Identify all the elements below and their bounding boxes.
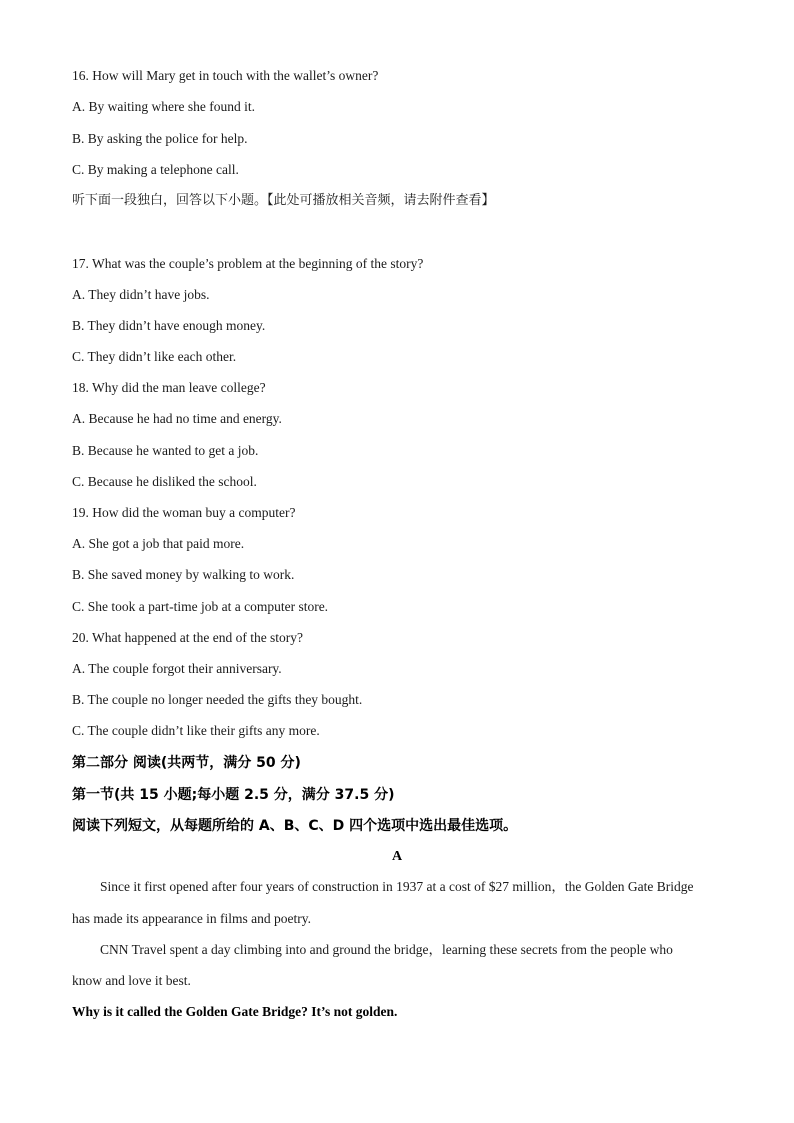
q18-option-b: B. Because he wanted to get a job. [72,443,259,458]
q16-option-c: C. By making a telephone call. [72,162,239,177]
q17-option-c: C. They didn’t like each other. [72,349,237,364]
q20-option-a: A. The couple forgot their anniversary. [72,661,282,676]
passage-p1-line2: has made its appearance in films and poetry. [72,911,312,926]
passage-label: A [391,849,403,864]
section1-heading: 第一节(共 15 小题;每小题 2.5 分，满分 37.5 分) [72,787,395,803]
passage-subheading: Why is it called the Golden Gate Bridge? It’s not golden. [72,1004,398,1019]
q16-option-b: B. By asking the police for help. [72,131,248,146]
q16-stem: 16. How will Mary get in touch with the wallet’s owner? [72,68,379,83]
q17-option-b: B. They didn’t have enough money. [72,318,266,333]
q17-stem: 17. What was the couple’s problem at the beginning of the story? [72,256,424,271]
q18-stem: 18. Why did the man leave college? [72,380,266,395]
q19-option-c: C. She took a part-time job at a computer store. [72,599,329,614]
q18-option-c: C. Because he disliked the school. [72,474,257,489]
q20-option-b: B. The couple no longer needed the gifts they bought. [72,692,363,707]
q18-option-a: A. Because he had no time and energy. [72,411,282,426]
passage-p1-line1: Since it first opened after four years of construction in 1937 at a cost of $27 million，the Golden Gate Bridge [100,879,694,894]
q19-stem: 19. How did the woman buy a computer? [72,505,296,520]
q20-stem: 20. What happened at the end of the story? [72,630,304,645]
q16-option-a: A. By waiting where she found it. [72,99,255,114]
reading-instruction: 阅读下列短文，从每题所给的 A、B、C、D 四个选项中选出最佳选项。 [72,818,518,834]
monologue-instruction: 听下面一段独白，回答以下小题。【此处可播放相关音频，请去附件查看】 [72,193,495,208]
passage-p2-line2: know and love it best. [72,973,191,988]
q19-option-a: A. She got a job that paid more. [72,536,245,551]
q20-option-c: C. The couple didn’t like their gifts any more. [72,723,320,738]
q19-option-b: B. She saved money by walking to work. [72,567,295,582]
part2-heading: 第二部分 阅读(共两节，满分 50 分) [72,755,301,771]
q17-option-a: A. They didn’t have jobs. [72,287,210,302]
passage-p2-line1: CNN Travel spent a day climbing into and ground the bridge，learning these secrets from the people who [100,942,673,957]
